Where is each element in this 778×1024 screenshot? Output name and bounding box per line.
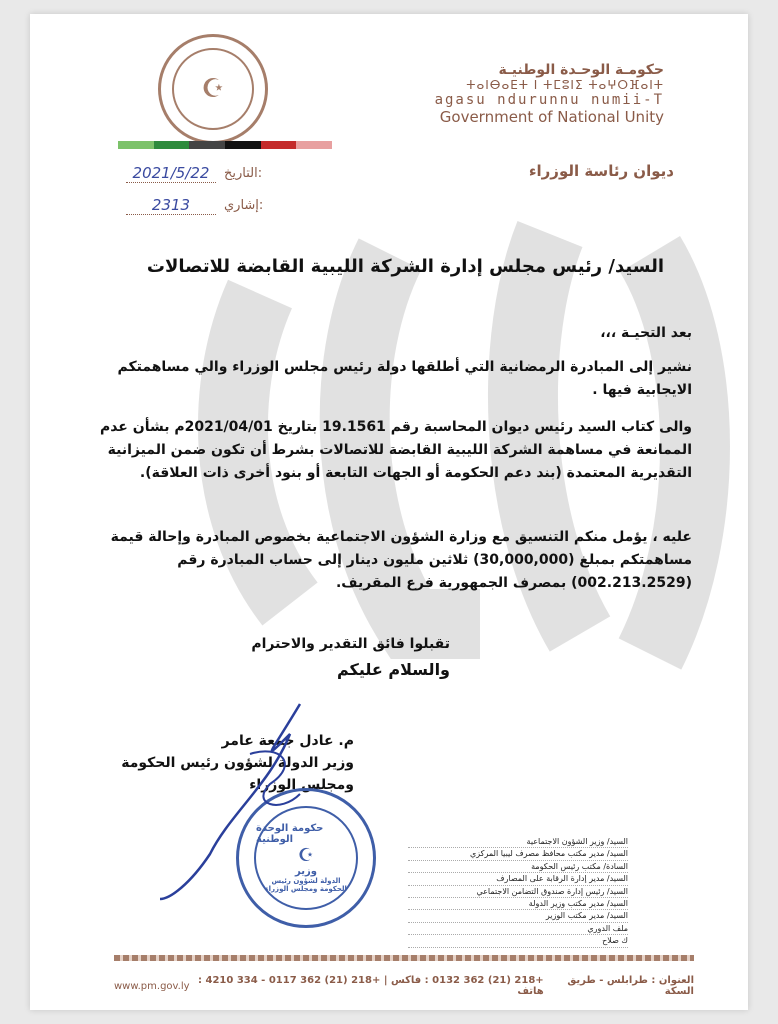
government-seal (158, 34, 268, 144)
cc-item: السيد/ وزير الشؤون الاجتماعية (408, 836, 628, 848)
reference-label: إشاري: (224, 198, 264, 213)
signatory-title-1: وزير الدولة لشؤون رئيس الحكومة (121, 755, 354, 771)
date-value: 2021/5/22 (126, 164, 216, 183)
org-name-arabic: حكومـة الوحـدة الوطنيـة (498, 62, 664, 78)
cc-list (408, 836, 628, 948)
office-name: ديوان رئاسة الوزراء (528, 162, 674, 180)
reference-value: 2313 (126, 196, 216, 215)
reference-row (126, 196, 263, 215)
org-name-tifinagh: ⵜⴰⵏⴱⴰⴹⵜ ⵏ ⵜⵎⵓⵏⵉ ⵜⴰⵖⵔⴼⴰⵏⵜ (466, 78, 664, 92)
cc-item: السيد/ مدير مكتب محافظ مصرف ليبيا المركزي (408, 848, 628, 860)
closing-salam: والسلام عليكم (336, 660, 450, 679)
closing-regards: تقبلوا فائق التقدير والاحترام (251, 636, 450, 652)
cc-item: ك صلاح (408, 935, 628, 947)
signatory-title-2: ومجلس الوزراء (249, 777, 354, 793)
stamp-line-1: حكومة الوحدة الوطنية (256, 823, 324, 845)
letter-page (30, 14, 748, 1010)
cc-item: السادة/ مكتب رئيس الحكومة (408, 861, 628, 873)
cc-item: السيد/ مدير إدارة الرقابة على المصارف (408, 873, 628, 885)
stamp-crescent-icon: ☪ (297, 845, 315, 866)
footer-divider (114, 955, 694, 961)
paragraph-1: نشير إلى المبادرة الرمضانية التي أطلقها دولة رئيس مجلس الوزراء والي مساهمتكم الايجابية فيها . (117, 359, 692, 398)
handwritten-signature (150, 694, 330, 904)
letter-footer (114, 975, 694, 997)
footer-website: www.pm.gov.ly (114, 980, 190, 992)
cc-item: ملف الدوري (408, 923, 628, 935)
org-name-amazigh: agasu ndurunnu numii-T (434, 92, 664, 108)
stamp-line-2: وزير (295, 866, 317, 877)
letterhead-org (435, 62, 664, 126)
addressee: السيد/ رئيس مجلس إدارة الشركة الليبية القابضة للاتصالات (146, 256, 664, 277)
cc-item: السيد/ رئيس إدارة صندوق التضامن الاجتماعي (408, 886, 628, 898)
crescent-star-icon: ☪ (172, 48, 254, 130)
footer-address: العنوان : طرابلس - طريق السكة (567, 975, 694, 997)
date-label: التاريخ: (224, 166, 263, 181)
date-row (126, 164, 262, 183)
greeting: بعد التحيـة ،،، (600, 325, 692, 341)
cc-item: السيد/ مدير مكتب وزير الدولة (408, 898, 628, 910)
signatory-name: م. عادل جمعة عامر (221, 733, 354, 749)
paragraph-3: عليه ، يؤمل منكم التنسيق مع وزارة الشؤون الاجتماعية بخصوص المبادرة وإحالة قيمة مساهمتكم بمبلغ (30,000,000) ثلاثين مليون دينار إلى حساب المبادرة رقم (002.213.2529) بمصرف الجمهورية فرع المقريف. (110, 529, 692, 591)
paragraph-2: والى كتاب السيد رئيس ديوان المحاسبة رقم 19.1561 بتاريخ 2021/04/01م بشأن عدم الممانعة في مساهمة الشركة الليبية القابضة للاتصالات بشرط أن تكون ضمن الميزانية التقديرية المعتمدة (بند دعم الحكومة أو الجهات التابعة أو بنود أخرى ذات العلاقة). (99, 419, 692, 481)
footer-contacts: +218 (21) 362 0132 : فاكس | +218 (21) 362 0117 - 334 4210 : هاتف (198, 975, 544, 997)
flag-color-bar (118, 141, 332, 149)
cc-item: السيد/ مدير مكتب الوزير (408, 910, 628, 922)
stamp-line-3: الدولة لشؤون رئيس الحكومة ومجلس الوزراء (265, 877, 347, 893)
org-name-english: Government of National Unity (439, 108, 664, 126)
